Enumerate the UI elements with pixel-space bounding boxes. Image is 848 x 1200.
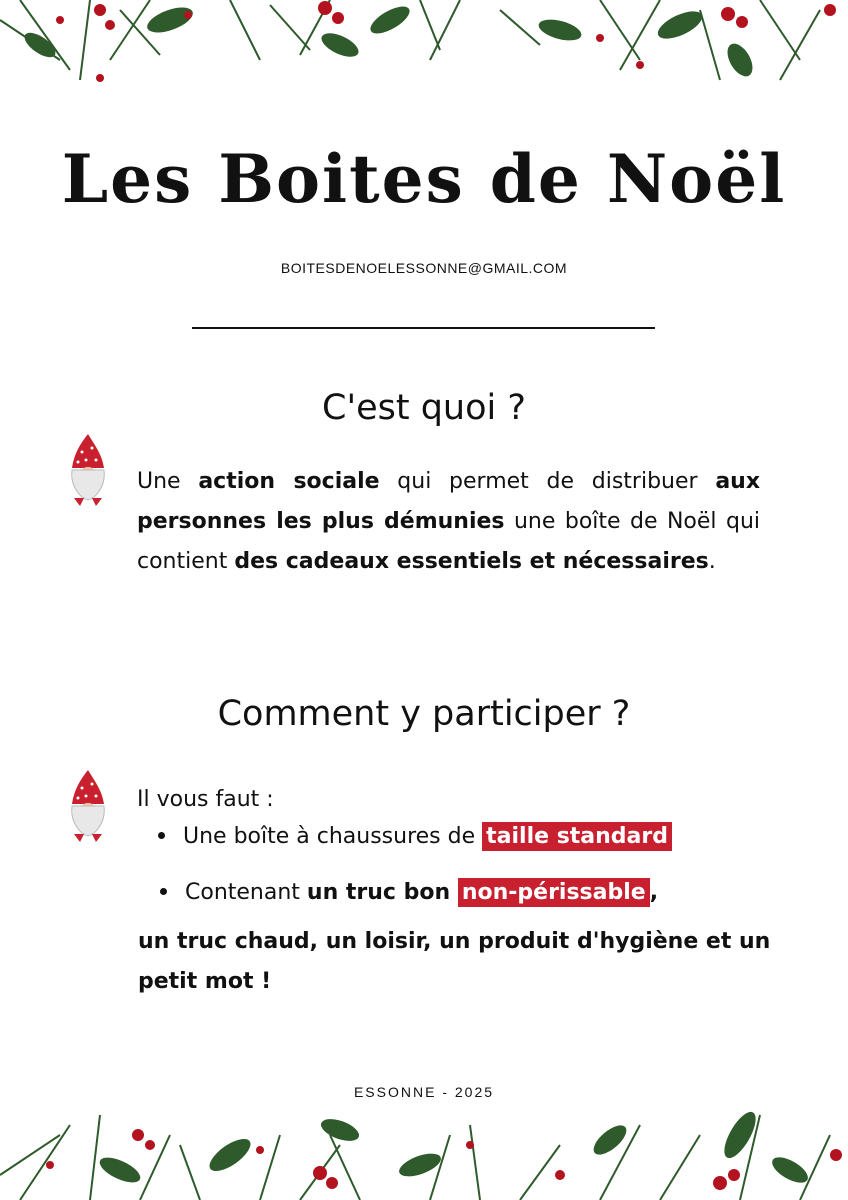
bottom-holly-garland <box>0 1095 848 1200</box>
body-text: . <box>708 549 716 574</box>
section-heading-what: C'est quoi ? <box>322 388 526 428</box>
bullet-punctuation: , <box>649 880 659 905</box>
bullet-icon <box>160 888 167 895</box>
page-title: Les Boites de Noël <box>61 140 787 218</box>
highlight-badge: non-périssable <box>458 878 650 907</box>
footer-location-year: ESSONNE - 2025 <box>353 1084 495 1100</box>
bullet-text: Une boîte à chaussures de <box>183 824 483 849</box>
body-text: Une <box>137 469 199 494</box>
body-text: une boîte de Noël qui contient <box>137 509 761 574</box>
bullet-bold-text: un truc bon <box>306 880 458 905</box>
gnome-icon <box>66 770 110 842</box>
highlight-badge: taille standard <box>482 822 672 851</box>
top-holly-garland <box>0 0 848 110</box>
contact-email[interactable]: BOITESDENOELESSONNE@GMAIL.COM <box>280 260 568 276</box>
emphasis-text: action sociale <box>198 469 380 494</box>
requirements-intro: Il vous faut : <box>137 787 274 812</box>
list-item <box>160 880 658 905</box>
body-text: qui permet de distribuer <box>379 469 716 494</box>
section-heading-how: Comment y participer ? <box>217 694 631 734</box>
list-continuation: un truc chaud, un loisir, un produit d'hygiène et un petit mot ! <box>138 929 771 994</box>
bullet-icon <box>158 832 165 839</box>
gnome-icon <box>66 434 110 506</box>
emphasis-text: aux personnes les plus démunies <box>137 469 761 534</box>
divider <box>192 327 655 329</box>
emphasis-text: des cadeaux essentiels et nécessaires <box>234 549 709 574</box>
section-what-description <box>137 462 760 582</box>
bullet-text: Contenant <box>185 880 307 905</box>
list-item <box>158 824 672 849</box>
